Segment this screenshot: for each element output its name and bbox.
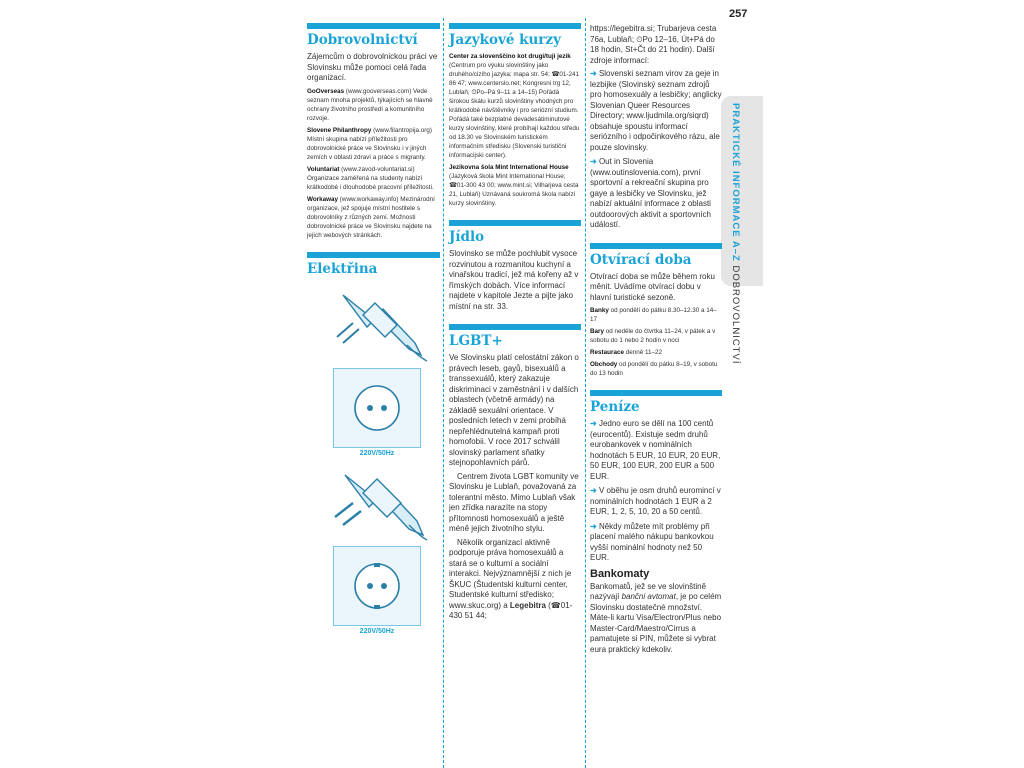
lgbt-paragraph: Centrem života LGBT komunity ve Slovinsku je Lublaň, považovaná za tolerantní město. Mimo Lublaň však jen zřídka narazíte na stopy přítomnosti homosexuálů a ještě méně jejich životního stylu. (449, 471, 579, 533)
side-tab-strong: PRAKTICKÉ INFORMACE A–Z (730, 103, 741, 262)
side-tab (721, 96, 763, 286)
section-title-dobrovolnictvi: Dobrovolnictví (307, 32, 418, 48)
section-bar (307, 23, 440, 29)
arrow-icon: ➜ (590, 419, 599, 428)
org-name: Slovene Philanthropy (307, 126, 372, 134)
section-title-oteviraci-doba: Otvírací doba (590, 251, 692, 268)
bankomaty-term: bančni avtomat (621, 592, 676, 601)
voltage-label: 220V/50Hz (359, 449, 395, 457)
column-3 (590, 18, 722, 768)
section-bar (590, 243, 722, 249)
hours-entry (590, 306, 722, 324)
voltage-label: 220V/50Hz (359, 627, 395, 635)
section-text: Slovinsko se může pochlubit vysoce rozvinutou a rozmanitou kuchyní a vinařskou tradicí, jež má kořeny až v římských dobách. Více informací najdete v kapitole Jezte a pijte jako místní na str. 33. (449, 249, 579, 311)
column-divider (585, 18, 586, 768)
lgbt-paragraph: Ve Slovinsku platí celostátní zákon o právech leseb, gayů, bisexuálů a transsexuálů, který zakazuje diskriminaci v zaměstnání i v dalších oblastech (včetně armády) na základě sexuální orientace. V posledních letech v zemi probíhá nepřehlédnutelná kampaň proti homofobii. V roce 2017 schválil slovinský parlament sňatky stejnopohlavních párů. (449, 353, 579, 467)
section-bar (590, 390, 722, 396)
section-title-lgbt: LGBT+ (449, 333, 503, 349)
money-bullet (590, 486, 722, 518)
resource-bullet (590, 157, 722, 231)
org-name: Voluntariat (307, 165, 340, 173)
org-entry (307, 126, 440, 162)
hours-entry (590, 327, 722, 345)
hours-text: od pondělí do pátku 8–19, v sobotu do 13 hodin (590, 361, 718, 377)
school-name: Center za slovenščino kot drugi/tuji jezik (449, 53, 571, 60)
money-bullet (590, 522, 722, 564)
school-name: Jezikovna šola Mint International House (449, 164, 569, 171)
arrow-icon: ➜ (590, 157, 599, 166)
subsection-title-bankomaty: Bankomaty (590, 567, 650, 580)
plug-icon (323, 285, 429, 363)
lgbt-paragraph (449, 538, 581, 622)
resource-bullet (590, 69, 722, 153)
section-bar (307, 252, 440, 258)
socket-icon (333, 368, 421, 448)
column-divider (443, 18, 444, 768)
section-title-jazykove-kurzy: Jazykové kurzy (449, 32, 561, 48)
section-title-jidlo: Jídlo (449, 229, 485, 245)
org-text: (www.filantropija.org) Místní skupina nabízí příležitosti pro dobrovolnické práce ve Slovinsku i v jiných zemích v oblasti zdraví a práce s migranty. (307, 126, 432, 161)
bullet-text: Někdy můžete mít problémy při placení malého nákupu bankovkou vyšší nominální hodnoty než 50 EUR. (590, 521, 714, 562)
hours-text: od pondělí do pátku 8.30–12.30 a 14–17 (590, 307, 717, 323)
money-bullet (590, 419, 722, 482)
bankomaty-text-b: , je po celém Slovinsku dostatečné množství. Máte-li kartu Visa/Electron/Plus nebo Master-Card/Maestro/Cirrus a pamatujete si PIN, můžete si vybrat eura praktický kdekoliv. (590, 592, 722, 654)
org-entry (307, 87, 440, 123)
electric-illustration (323, 285, 429, 635)
school-text: (Jazyková škola Mint International House; ☎01-300 43 00; www.mint.si; Vilharjeva cesta 21, Lublaň) Uznávaná soukromá škola nabízí kurzy slovinštiny. (449, 173, 579, 207)
lgbt-text: (☎01-430 51 44; (449, 600, 573, 620)
school-entry (449, 52, 581, 160)
org-entry (307, 165, 440, 192)
arrow-icon: ➜ (590, 521, 599, 531)
org-name: GoOverseas (307, 87, 345, 95)
column-1 (307, 18, 440, 768)
column-2 (449, 18, 581, 768)
section-title-penize: Peníze (590, 399, 640, 415)
side-tab-text (730, 103, 741, 364)
arrow-icon: ➜ (590, 69, 599, 78)
hours-entry (590, 348, 722, 357)
hours-text: od neděle do čtvrtka 11–24, v pátek a v sobotu do 1 nebo 2 hodin v noci (590, 328, 716, 344)
bullet-text: Jedno euro se dělí na 100 centů (eurocentů). Existuje sedm druhů eurobankovek v nominálních hodnotách 5 EUR, 10 EUR, 20 EUR, 50 EUR, 100 EUR, 200 EUR a 500 EUR. (590, 419, 721, 481)
org-text: (www.workaway.info) Mezinárodní organizace, jež spojuje místní hostitele s dobrovolníky z různých zemí. Možnosti dobrovolnické práce ve Slovinsku najdete na jejích webových stránkách. (307, 195, 435, 239)
org-text: (www.zavod-voluntariat.si) Organizace zaměřená na studenty nabízí krátkodobé i dlouhodobé pracovní příležitosti. (307, 165, 434, 191)
continued-text: https://legebitra.si; Trubarjeva cesta 76a, Lublaň; ⏲Po 12–16, Út+Pá do 18 hodin, St+Čt do 21 hodin). Další zdroje informací: (590, 24, 717, 65)
bankomaty-text (590, 582, 722, 656)
page-number: 257 (729, 8, 748, 20)
hours-text: denně 11–22 (623, 349, 663, 356)
school-entry (449, 163, 581, 208)
section-intro: Zájemcům o dobrovolnickou práci ve Slovinsku může pomoci celá řada organizací. (307, 52, 438, 82)
bullet-text: V oběhu je osm druhů euromincí v nominálních hodnotách 1 EUR a 2 EUR, 1, 2, 5, 10, 20 a 50 centů. (590, 486, 721, 516)
org-text: (www.gooverseas.com) Vede seznam mnoha projektů, týkajících se hlavně ochrany životního prostředí a komunitního rozvoje. (307, 87, 433, 122)
hours-name: Restaurace (590, 349, 624, 356)
arrow-icon: ➜ (590, 486, 599, 495)
legebitra-name: Legebitra (509, 600, 546, 610)
section-bar (449, 220, 581, 226)
hours-name: Obchody (590, 361, 618, 368)
section-bar (449, 324, 581, 330)
org-name: Workaway (307, 195, 339, 203)
lgbt-text: Několik organizací aktivně podporuje práva homosexuálů a stará se o kulturní a sociální interakci. Nejvýznamnější z nich je ŠKUC (Študentski kulturni center, Studentské kulturní středisko; www.skuc.org) a (449, 537, 572, 610)
bullet-text: Out in Slovenia (www.outinslovenia.com), první sportovní a rekreační skupina pro gaye a lesbičky ve Slovinsku, jež nabízí aktuální informace z oblasti outdoorových aktivit a sportovních událostí. (590, 157, 711, 229)
org-entry (307, 195, 440, 240)
school-text: (Centrum pro výuku slovinštiny jako druhého/cizího jazyka; mapa str. 54; ☎01-241 86 47; www.centerslo.net; Kongresni trg 12, Lublaň; ⏲Po–Pá 9–11 a 14–15) Pořádá širokou škálu kurzů slovinštiny vhodných pro krátkodobé návštěvníky i pro seriózní studium. Pořádá také bezplatné devadesátiminutové kurzy slovinštiny, které probíhají každou středu od 18.30 ve Slovinském turistickém informačním středisku (Slovenski turistični informacijski center). (449, 62, 580, 159)
hours-entry (590, 360, 722, 378)
hours-name: Bary (590, 328, 605, 335)
bankomaty-text-a: Bankomatů, jež se ve slovinštině nazývají (590, 581, 707, 601)
socket-icon (333, 546, 421, 626)
section-intro: Otvírací doba se může během roku měnit. Uvádíme otvírací dobu v hlavní turistické sezoně. (590, 271, 715, 302)
section-bar (449, 23, 581, 29)
section-title-elektrina: Elektřina (307, 260, 378, 277)
bullet-text: Slovenski seznam virov za geje in lezbijke (Slovinský seznam zdrojů pro homosexuály a lesbičky; anglicky Slovenian Queer Resources Directory; www.ljudmila.org/siqrd) obsahuje spoustu informací seriózního i odpočinkového rázu, ale pouze slovinsky. (590, 69, 722, 152)
side-tab-rest: DOBROVOLNICTVÍ (730, 261, 741, 365)
plug-icon (323, 463, 429, 541)
hours-name: Banky (590, 307, 609, 314)
